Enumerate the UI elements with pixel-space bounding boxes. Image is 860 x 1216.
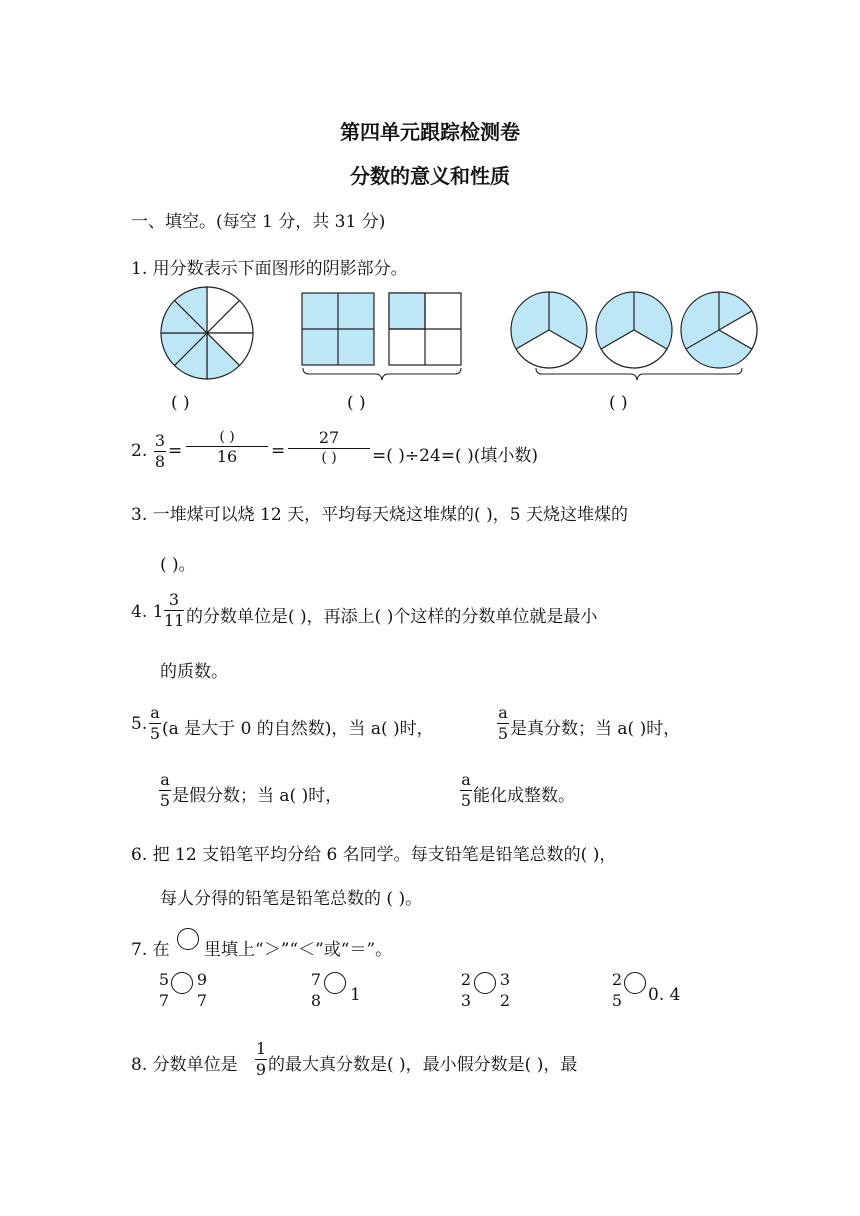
q8-fraction: 1 9 — [255, 1039, 267, 1079]
question-1: 1. 用分数表示下面图形的阴影部分。 — [131, 259, 408, 279]
q1-blank-1[interactable]: ( ) — [171, 393, 190, 413]
q7-item-3-right: 3 2 — [499, 970, 511, 1010]
q7-item-4-left: 2 5 — [611, 970, 623, 1010]
compare-circle-3[interactable] — [474, 972, 496, 994]
section-heading: 一、填空。(每空 1 分，共 31 分) — [131, 212, 386, 232]
square-figure-2 — [389, 293, 461, 365]
brace-squares — [303, 368, 461, 380]
q7-item-1-right: 9 7 — [196, 970, 208, 1010]
q7-item-1-left: 5 7 — [158, 970, 170, 1010]
question-5-seg-4: 能化成整数。 — [473, 786, 575, 806]
q2-fraction-1: 3 8 — [154, 431, 166, 471]
q2-tail[interactable]: =( )÷24=( )(填小数) — [372, 446, 538, 466]
q7-item-3-left: 2 3 — [460, 970, 472, 1010]
compare-circle-1[interactable] — [171, 972, 193, 994]
question-7-text: 里填上“＞”“＜”或“＝”。 — [204, 940, 393, 960]
circle-eighths-figure — [161, 287, 253, 379]
question-4-line-1[interactable]: 的分数单位是( )，再添上( )个这样的分数单位就是最小 — [186, 607, 598, 627]
q5-fraction-4: a 5 — [460, 770, 472, 810]
compare-circle-2[interactable] — [324, 972, 346, 994]
q5-fraction-1: a 5 — [149, 703, 161, 743]
question-3-line-1[interactable]: 3. 一堆煤可以烧 12 天，平均每天烧这堆煤的( )，5 天烧这堆煤的 — [131, 505, 628, 525]
question-5-seg-2[interactable]: 是真分数；当 a( )时， — [510, 719, 681, 739]
question-6-line-1[interactable]: 6. 把 12 支铅笔平均分给 6 名同学。每支铅笔是铅笔总数的( )， — [131, 845, 617, 865]
question-3-line-2[interactable]: ( )。 — [160, 555, 196, 575]
question-4-prefix: 4. 1 — [131, 602, 164, 622]
compare-circle-4[interactable] — [624, 972, 646, 994]
question-7-prefix: 7. 在 — [131, 940, 170, 960]
q1-blank-2[interactable]: ( ) — [347, 393, 366, 413]
circle-thirds-figures — [511, 292, 757, 368]
question-8-text[interactable]: 的最大真分数是( )，最小假分数是( )，最 — [268, 1055, 578, 1075]
page-title: 第四单元跟踪检测卷 — [340, 120, 520, 144]
q5-fraction-3: a 5 — [159, 770, 171, 810]
page-subtitle: 分数的意义和性质 — [350, 164, 510, 188]
question-6-line-2[interactable]: 每人分得的铅笔是铅笔总数的 ( )。 — [160, 889, 423, 909]
question-5-seg-3[interactable]: 是假分数；当 a( )时， — [172, 786, 343, 806]
q2-eq-2: = — [271, 441, 286, 461]
question-5-number: 5. — [131, 714, 148, 734]
q1-blank-3[interactable]: ( ) — [609, 393, 628, 413]
figures — [150, 286, 770, 386]
compare-circle-icon — [177, 928, 199, 950]
question-2-number: 2. — [131, 441, 148, 461]
q7-item-2-right: 1 — [350, 985, 361, 1005]
q5-fraction-2: a 5 — [497, 703, 509, 743]
brace-circles — [536, 368, 742, 380]
q7-item-4-right: 0. 4 — [648, 985, 681, 1005]
q2-eq-1: = — [168, 441, 183, 461]
square-figure-1 — [302, 293, 374, 365]
question-8-prefix: 8. 分数单位是 — [131, 1055, 238, 1075]
q7-item-2-left: 7 8 — [310, 970, 322, 1010]
q2-fraction-2[interactable]: ( ) 16 — [186, 430, 268, 465]
question-5-seg-1[interactable]: (a 是大于 0 的自然数)，当 a( )时， — [162, 719, 434, 739]
q4-fraction: 3 11 — [164, 590, 185, 630]
q2-fraction-3[interactable]: 27 ( ) — [288, 430, 370, 465]
question-4-line-2: 的质数。 — [160, 662, 228, 682]
